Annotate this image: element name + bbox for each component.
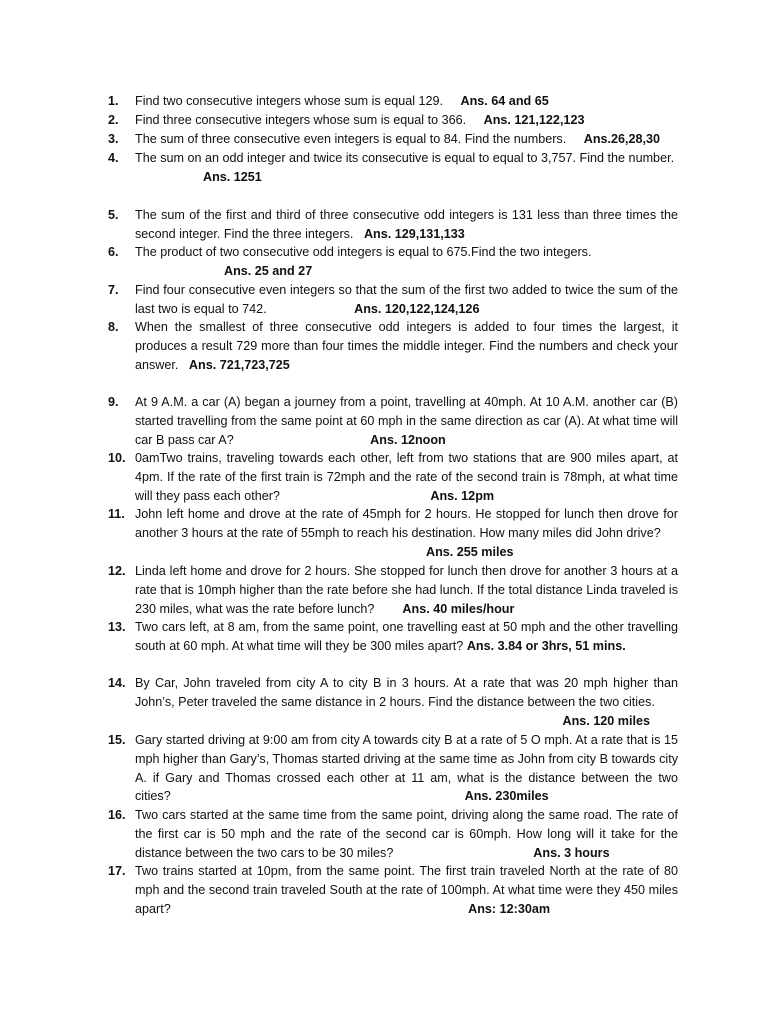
problem-answer: Ans. 3 hours: [533, 845, 610, 860]
problem-item: [108, 149, 678, 187]
problem-number: 4.: [108, 151, 119, 165]
problem-number: 5.: [108, 208, 119, 222]
problem-text: Two trains started at 10pm, from the same point. The first train traveled North at the rate of 80 mph and the second train traveled South at the rate of 100mph. At what time were they 450 miles apart?: [135, 864, 678, 916]
problem-answer: Ans. 25 and 27: [224, 263, 313, 278]
problem-text: Find three consecutive integers whose sum is equal to 366.: [135, 113, 467, 127]
problem-item: [108, 206, 678, 244]
problem-item: [108, 862, 678, 918]
problem-answer: Ans. 1251: [203, 169, 262, 184]
problem-text: The sum of three consecutive even integers is equal to 84. Find the numbers.: [135, 132, 567, 146]
problem-item: [108, 806, 678, 862]
problem-item: [108, 562, 678, 618]
problem-answer: Ans. 721,723,725: [188, 357, 290, 372]
problem-text: Two cars left, at 8 am, from the same point, one travelling east at 50 mph and the other travelling south at 60 mph. At what time will they be 300 miles apart?: [135, 620, 678, 653]
problem-text: At 9 A.M. a car (A) began a journey from a point, travelling at 40mph. At 10 A.M. another car (B) started travelling from the same point at 60 mph in the same direction as car (A). At what time will car B pass car A?: [135, 395, 678, 447]
problem-item: [108, 318, 678, 374]
problem-number: 11.: [108, 507, 125, 521]
problem-text: When the smallest of three consecutive odd integers is added to four times the largest, it produces a result 729 more than four times the middle integer. Find the numbers and check your answer.: [135, 320, 678, 372]
problem-item: [108, 731, 678, 806]
problem-text: The sum on an odd integer and twice its consecutive is equal to equal to 3,757. Find the number.: [135, 151, 675, 165]
problem-number: 2.: [108, 113, 119, 127]
problem-number: 8.: [108, 320, 119, 334]
problem-number: 9.: [108, 395, 119, 409]
problem-item: [108, 505, 678, 561]
problem-answer: Ans: 12:30am: [468, 901, 551, 916]
problem-text: Find two consecutive integers whose sum is equal 129.: [135, 94, 444, 108]
problem-number: 6.: [108, 245, 119, 259]
problem-number: 12.: [108, 564, 126, 578]
problem-item: [108, 393, 678, 449]
problem-item: [108, 92, 678, 111]
problem-answer: Ans. 230miles: [464, 789, 549, 804]
problem-text: Linda left home and drove for 2 hours. She stopped for lunch then drove for another 3 hours at a rate that is 10mph higher than the rate before she had lunch. If the total distance Linda traveled is 230 miles, what was the rate before lunch?: [135, 564, 678, 616]
problem-number: 17.: [108, 864, 126, 878]
problem-item: [108, 111, 678, 130]
problem-answer: Ans. 12pm: [430, 488, 495, 503]
problem-text: Gary started driving at 9:00 am from city A towards city B at a rate of 5 O mph. At a rate that is 15 mph higher than Gary’s, Thomas started driving at the same time as John from city B towards city A. if Gary and Thomas crossed each other at 11 am, what is the distance between the two cities?: [135, 733, 678, 804]
problem-number: 1.: [108, 94, 119, 108]
problem-item: [108, 281, 678, 319]
problem-number: 10.: [108, 451, 126, 465]
problem-item: [108, 130, 678, 149]
problem-answer: Ans. 12noon: [370, 432, 446, 447]
problem-item: [108, 618, 678, 656]
problem-number: 3.: [108, 132, 119, 146]
problem-text: The product of two consecutive odd integers is equal to 675.Find the two integers.: [135, 245, 592, 259]
problem-answer: Ans. 40 miles/hour: [402, 601, 515, 616]
problem-number: 15.: [108, 733, 126, 747]
problem-text: Find four consecutive even integers so that the sum of the first two added to twice the sum of the last two is equal to 742.: [135, 283, 678, 316]
problem-text: Two cars started at the same time from the same point, driving along the same road. The rate of the first car is 50 mph and the rate of the second car is 60mph. How long will it take for the distance between the two cars to be 30 miles?: [135, 808, 678, 860]
problem-number: 13.: [108, 620, 126, 634]
problem-answer: Ans. 3.84 or 3hrs, 51 mins.: [466, 638, 626, 653]
problem-number: 16.: [108, 808, 126, 822]
problem-number: 7.: [108, 283, 119, 297]
problem-item: [108, 243, 678, 281]
problem-text: 0amTwo trains, traveling towards each other, left from two stations that are 900 miles apart, at 4pm. If the rate of the first train is 72mph and the rate of the second train is 78mph, at what time will they pass each other?: [135, 451, 678, 503]
problem-item: [108, 674, 678, 730]
problem-item: [108, 449, 678, 505]
problem-answer: Ans. 120 miles: [562, 713, 650, 728]
problem-answer: Ans. 120,122,124,126: [354, 301, 480, 316]
problem-text: The sum of the first and third of three consecutive odd integers is 131 less than three times the second integer. Find the three integers.: [135, 208, 678, 241]
problem-answer: Ans. 121,122,123: [483, 113, 585, 127]
problem-answer: Ans.26,28,30: [583, 132, 661, 146]
problem-text: By Car, John traveled from city A to city B in 3 hours. At a rate that was 20 mph higher than John’s, Peter traveled the same distance in 2 hours. Find the distance between the two cities.: [135, 676, 678, 709]
problem-answer: Ans. 255 miles: [426, 544, 514, 559]
problem-number: 14.: [108, 676, 126, 690]
problem-text: John left home and drove at the rate of 45mph for 2 hours. He stopped for lunch then drove for another 3 hours at the rate of 55mph to reach his destination. How many miles did John drive?: [135, 507, 678, 540]
problem-answer: Ans. 64 and 65: [460, 94, 549, 108]
problem-answer: Ans. 129,131,133: [363, 226, 465, 241]
